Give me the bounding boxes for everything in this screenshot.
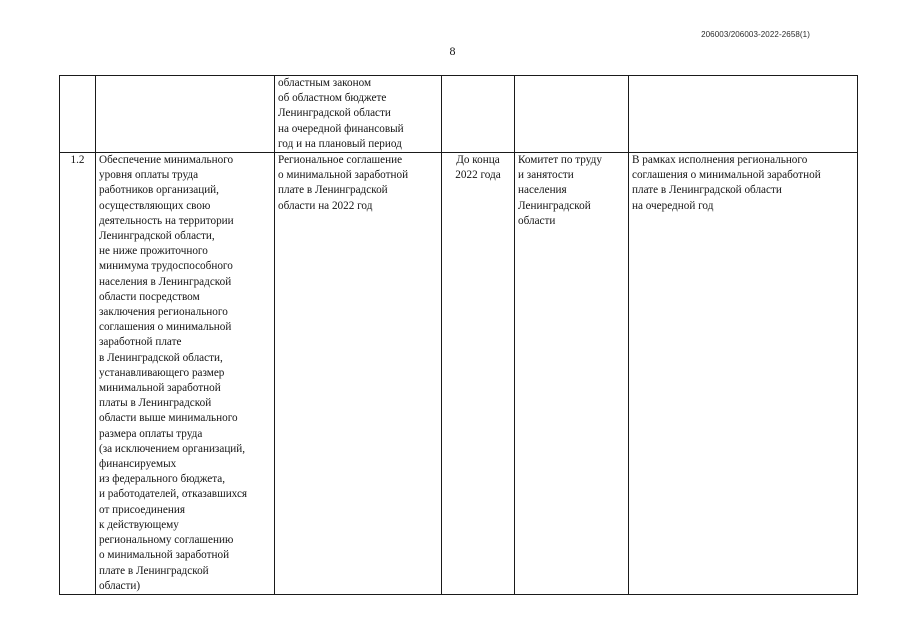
measure-cell: Обеспечение минимального уровня оплаты труда работников организаций, осуществляющих свою деятельность на территории Ленинградской области, не ниже прожиточного минимума трудоспособного населения в Ленинградской области посредством заключения регионального соглашения о минимальной заработной плате в Ленинградской области, устанавливающего размер минимальной заработной платы в Ленинградской области выше минимального размера оплаты труда (за исключением организаций, финансируемых из федерального бюджета, и работодателей, отказавшихся от присоединения к действующему региональному соглашению о минимальной заработной плате в Ленинградской области) [96,153,275,595]
measures-table [59,75,858,595]
note-cell [629,76,858,153]
responsible-cell [515,76,629,153]
document-cell: Региональное соглашение о минимальной заработной плате в Ленинградской области на 2022 год [275,153,442,595]
deadline-cell [442,76,515,153]
table-row [60,76,858,153]
table-row [60,153,858,595]
note-cell: В рамках исполнения регионального соглашения о минимальной заработной плате в Ленинградской области на очередной год [629,153,858,595]
deadline-cell: До конца 2022 года [442,153,515,595]
item-number-cell: 1.2 [60,153,96,595]
document-cell: областным законом об областном бюджете Ленинградской области на очередной финансовый год и на плановый период [275,76,442,153]
measure-cell [96,76,275,153]
responsible-cell: Комитет по труду и занятости населения Ленинградской области [515,153,629,595]
item-number-cell [60,76,96,153]
page-number: 8 [449,44,456,58]
document-id: 206003/206003-2022-2658(1) [701,30,810,39]
